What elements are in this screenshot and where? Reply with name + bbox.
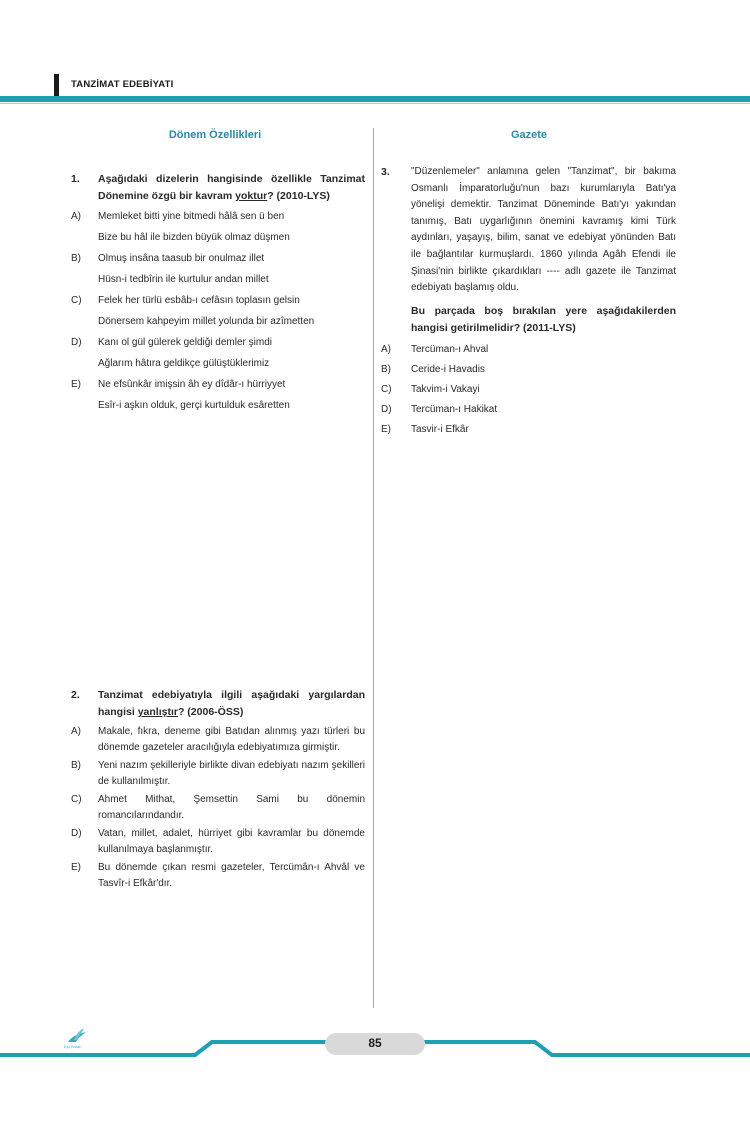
option-e[interactable]: E) Tasvir-i Efkâr (381, 423, 469, 435)
question-number: 2. (71, 689, 80, 701)
header-bar-thin (0, 103, 750, 104)
publisher-logo-text: Eşi Yolları (64, 1044, 82, 1049)
question-number: 3. (381, 166, 390, 178)
question-stem: Aşağıdaki dizelerin hangisinde özellikle Tanzimat Dönemine özgü bir kavram yoktur? (2010-LYS) (98, 173, 365, 202)
options-list (381, 341, 676, 438)
option-b[interactable]: B) Yeni nazım şekilleriyle birlikte divan edebiyatı nazım şekilleri de kullanılmıştır. (71, 760, 365, 787)
option-a[interactable]: A) Memleket bitti yine bitmedi hâlâ sen ü ben Bize bu hâl ile bizden büyük olmaz düşmen (71, 211, 290, 243)
question-2 (71, 687, 365, 892)
question-passage: "Düzenlemeler" anlamına gelen "Tanzimat", bir bakıma Osmanlı İmparatorluğu'nun bazı kurumlarıyla Batı'ya yönelişi demektir. Tanzimat Döneminde Batı'yı yakından tanımış, Batı uygarlığının önemini kavramış kimi Türk aydınları, yaşayış, bilim, sanat ve edebiyat yönünden Batı ile bağlantılar kurmuşlardı. 1860 yılında Agâh Efendi ile Şinasi'nin birlikte çıkardıkları ---- adlı gazete ile Tanzimat edebiyatı başlamış oldu. (411, 166, 676, 294)
option-b[interactable]: B) Olmuş insâna taasub bir onulmaz illet Hüsn-i tedbîrin ile kurtulur andan millet (71, 253, 269, 285)
option-c[interactable]: C) Felek her türlü esbâb-ı cefâsın toplasın gelsin Dönersem kahpeyim millet yolunda bir azîmetten (71, 295, 315, 327)
header-marker (54, 74, 59, 96)
option-a[interactable]: A) Tercüman-ı Ahval (381, 343, 489, 355)
right-section-title: Gazete (510, 129, 548, 141)
option-a[interactable]: A) Makale, fıkra, deneme gibi Batıdan alınmış yazı türleri bu dönemde gazeteler aracılığıyla edebiyatımıza girmiştir. (71, 726, 365, 753)
page-number: 85 (368, 1036, 382, 1050)
option-d[interactable]: D) Kanı ol gül gülerek geldiği demler şimdi Ağlarım hâtıra geldikçe gülüştüklerimiz (71, 337, 272, 369)
question-3 (381, 164, 676, 438)
header-bar (0, 96, 750, 102)
question-stem: Tanzimat edebiyatıyla ilgili aşağıdaki yargılardan hangisi yanlıştır? (2006-ÖSS) (98, 689, 365, 718)
question-1 (71, 171, 365, 414)
option-e[interactable]: E) Ne efsûnkâr imişsin âh ey dîdâr-ı hürriyyet Esîr-i aşkın olduk, gerçi kurtulduk esâretten (71, 379, 290, 411)
column-divider (373, 128, 374, 1008)
option-d[interactable]: D) Vatan, millet, adalet, hürriyet gibi kavramlar bu dönemde kullanılmaya başlanmıştır. (71, 828, 365, 855)
options-list (71, 208, 365, 414)
option-c[interactable]: C) Ahmet Mithat, Şemsettin Sami bu dönemin romancılarındandır. (71, 794, 365, 821)
left-section-title: Dönem Özellikleri (168, 129, 262, 141)
chapter-title: TANZİMAT EDEBİYATI (71, 79, 174, 90)
option-b[interactable]: B) Ceride-i Havadis (381, 363, 485, 375)
question-stem: Bu parçada boş bırakılan yere aşağıdakilerden hangisi getirilmelidir? (2011-LYS) (411, 304, 676, 334)
option-c[interactable]: C) Takvim-i Vakayi (381, 383, 480, 395)
question-number: 1. (71, 173, 80, 185)
options-list (71, 724, 365, 892)
option-d[interactable]: D) Tercüman-ı Hakikat (381, 403, 498, 415)
option-e[interactable]: E) Bu dönemde çıkan resmi gazeteler, Tercümân-ı Ahvâl ve Tasvîr-i Efkâr'dır. (71, 862, 365, 889)
